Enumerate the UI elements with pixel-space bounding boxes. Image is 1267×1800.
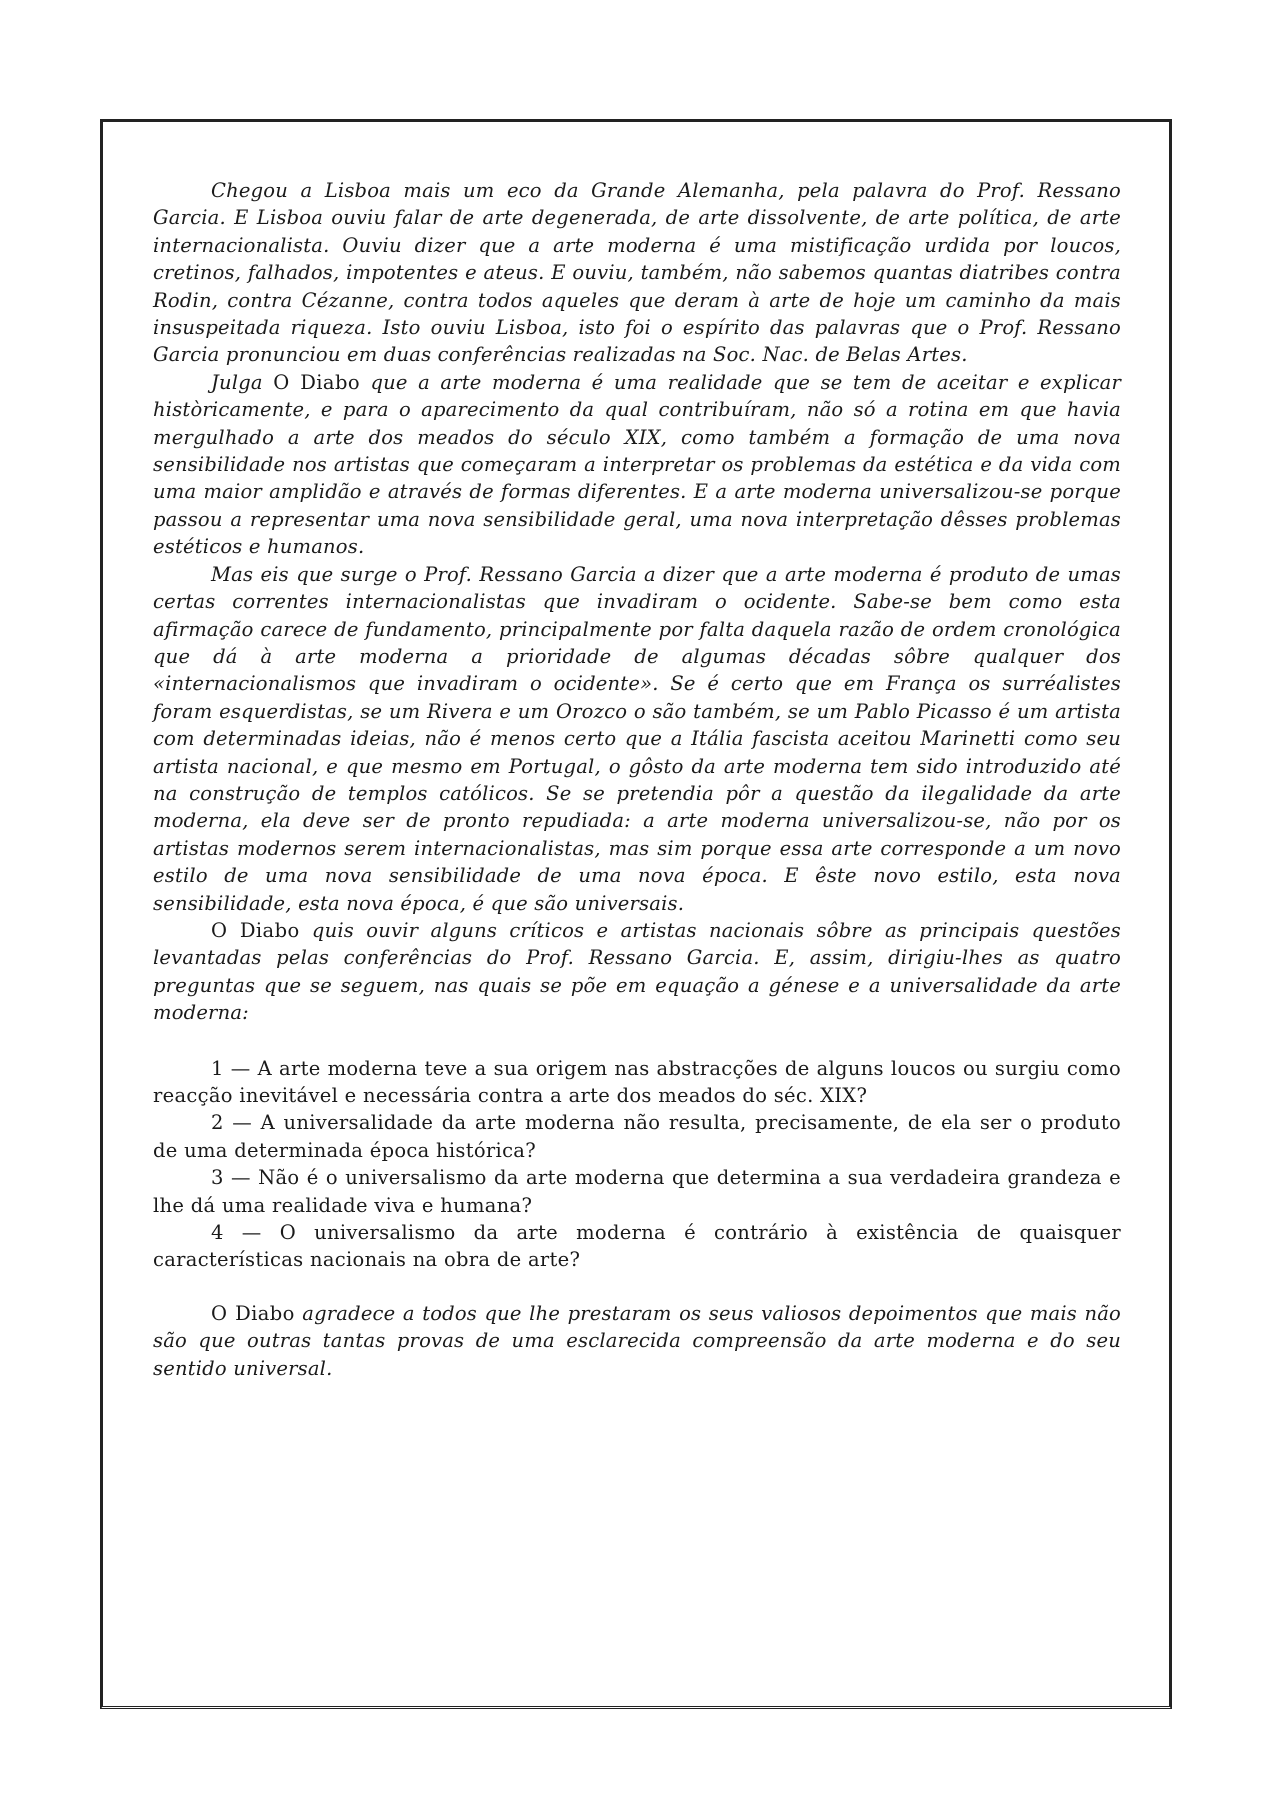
question-1: 1 — A arte moderna teve a sua origem nas abstracções de alguns loucos ou surgiu como reacção inevitável e necessária contra a arte dos meados do séc. XIX? (153, 1056, 1121, 1107)
paragraph-3: Mas eis que surge o Prof. Ressano Garcia a dizer que a arte moderna é produto de umas certas correntes internacionalistas que invadiram o ocidente. Sabe-se bem como esta afirmação carece de fundamento, principalmente por falta daquela razão de ordem cronológica que dá à arte moderna a prioridade de algumas décadas sôbre qualquer dos «internacionalismos que invadiram o ocidente». Se é certo que em França os surréalistes foram esquerdistas, se um Rivera e um Orozco o são também, se um Pablo Picasso é um artista com determinadas ideias, não é menos certo que a Itália fascista aceitou Marinetti como seu artista nacional, e que mesmo em Portugal, o gôsto da arte moderna tem sido introduzido até na construção de templos católicos. Se se pretendia pôr a questão da ilegalidade da arte moderna, ela deve ser de pronto repudiada: a arte moderna universalizou-se, não por os artistas modernos serem internacionalistas, mas sim porque essa arte corresponde a um novo estilo de uma nova sensibilidade de uma nova época. E êste novo estilo, esta nova sensibilidade, esta nova época, é que são universais. (153, 562, 1121, 915)
question-4: 4 — O universalismo da arte moderna é contrário à existência de quaisquer características nacionais na obra de arte? (153, 1221, 1121, 1272)
paragraph-2-prefix: Julga (211, 370, 274, 394)
paragraph-2 (153, 369, 1121, 561)
questions-list (153, 1055, 1121, 1274)
paragraph-2-text: que a arte moderna é uma realidade que se tem de aceitar e explicar històricamente, e para o aparecimento da qual contribuíram, não só a rotina em que havia mergulhado a arte dos meados do século XIX, como também a formação de uma nova sensibilidade nos artistas que começaram a interpretar os problemas da estética e da vida com uma maior amplidão e através de formas diferentes. E a arte moderna universalizou-se porque passou a representar uma nova sensibilidade geral, uma nova interpretação dêsses problemas estéticos e humanos. (153, 370, 1121, 559)
page-frame (100, 119, 1172, 1709)
closing-text: agradece a todos que lhe prestaram os seus valiosos depoimentos que mais não são que outras tantas provas de uma esclarecida compreensão da arte moderna e do seu sentido universal. (153, 1301, 1121, 1380)
paragraph-2-lead: O Diabo (273, 370, 360, 394)
closing-lead: O Diabo (211, 1301, 295, 1325)
article-body (153, 177, 1121, 1382)
paragraph-4-text: quis ouvir alguns críticos e artistas nacionais sôbre as principais questões levantadas pelas conferências do Prof. Ressano Garcia. E, assim, dirigiu-lhes as quatro preguntas que se seguem, nas quais se põe em equação a génese e a universalidade da arte moderna: (153, 918, 1121, 1025)
paragraph-4-lead: O Diabo (211, 918, 300, 942)
question-2: 2 — A universalidade da arte moderna não resulta, precisamente, de ela ser o produto de uma determinada época histórica? (153, 1111, 1121, 1162)
paragraph-1: Chegou a Lisboa mais um eco da Grande Alemanha, pela palavra do Prof. Ressano Garcia. E Lisboa ouviu falar de arte degenerada, de arte dissolvente, de arte política, de arte internacionalista. Ouviu dizer que a arte moderna é uma mistificação urdida por loucos, cretinos, falhados, impotentes e ateus. E ouviu, também, não sabemos quantas diatribes contra Rodin, contra Cézanne, contra todos aqueles que deram à arte de hoje um caminho da mais insuspeitada riqueza. Isto ouviu Lisboa, isto foi o espírito das palavras que o Prof. Ressano Garcia pronunciou em duas conferências realizadas na Soc. Nac. de Belas Artes. (153, 179, 1121, 367)
closing-paragraph (153, 1300, 1121, 1382)
question-3: 3 — Não é o universalismo da arte moderna que determina a sua verdadeira grandeza e lhe dá uma realidade viva e humana? (153, 1166, 1121, 1217)
paragraph-4 (153, 917, 1121, 1027)
